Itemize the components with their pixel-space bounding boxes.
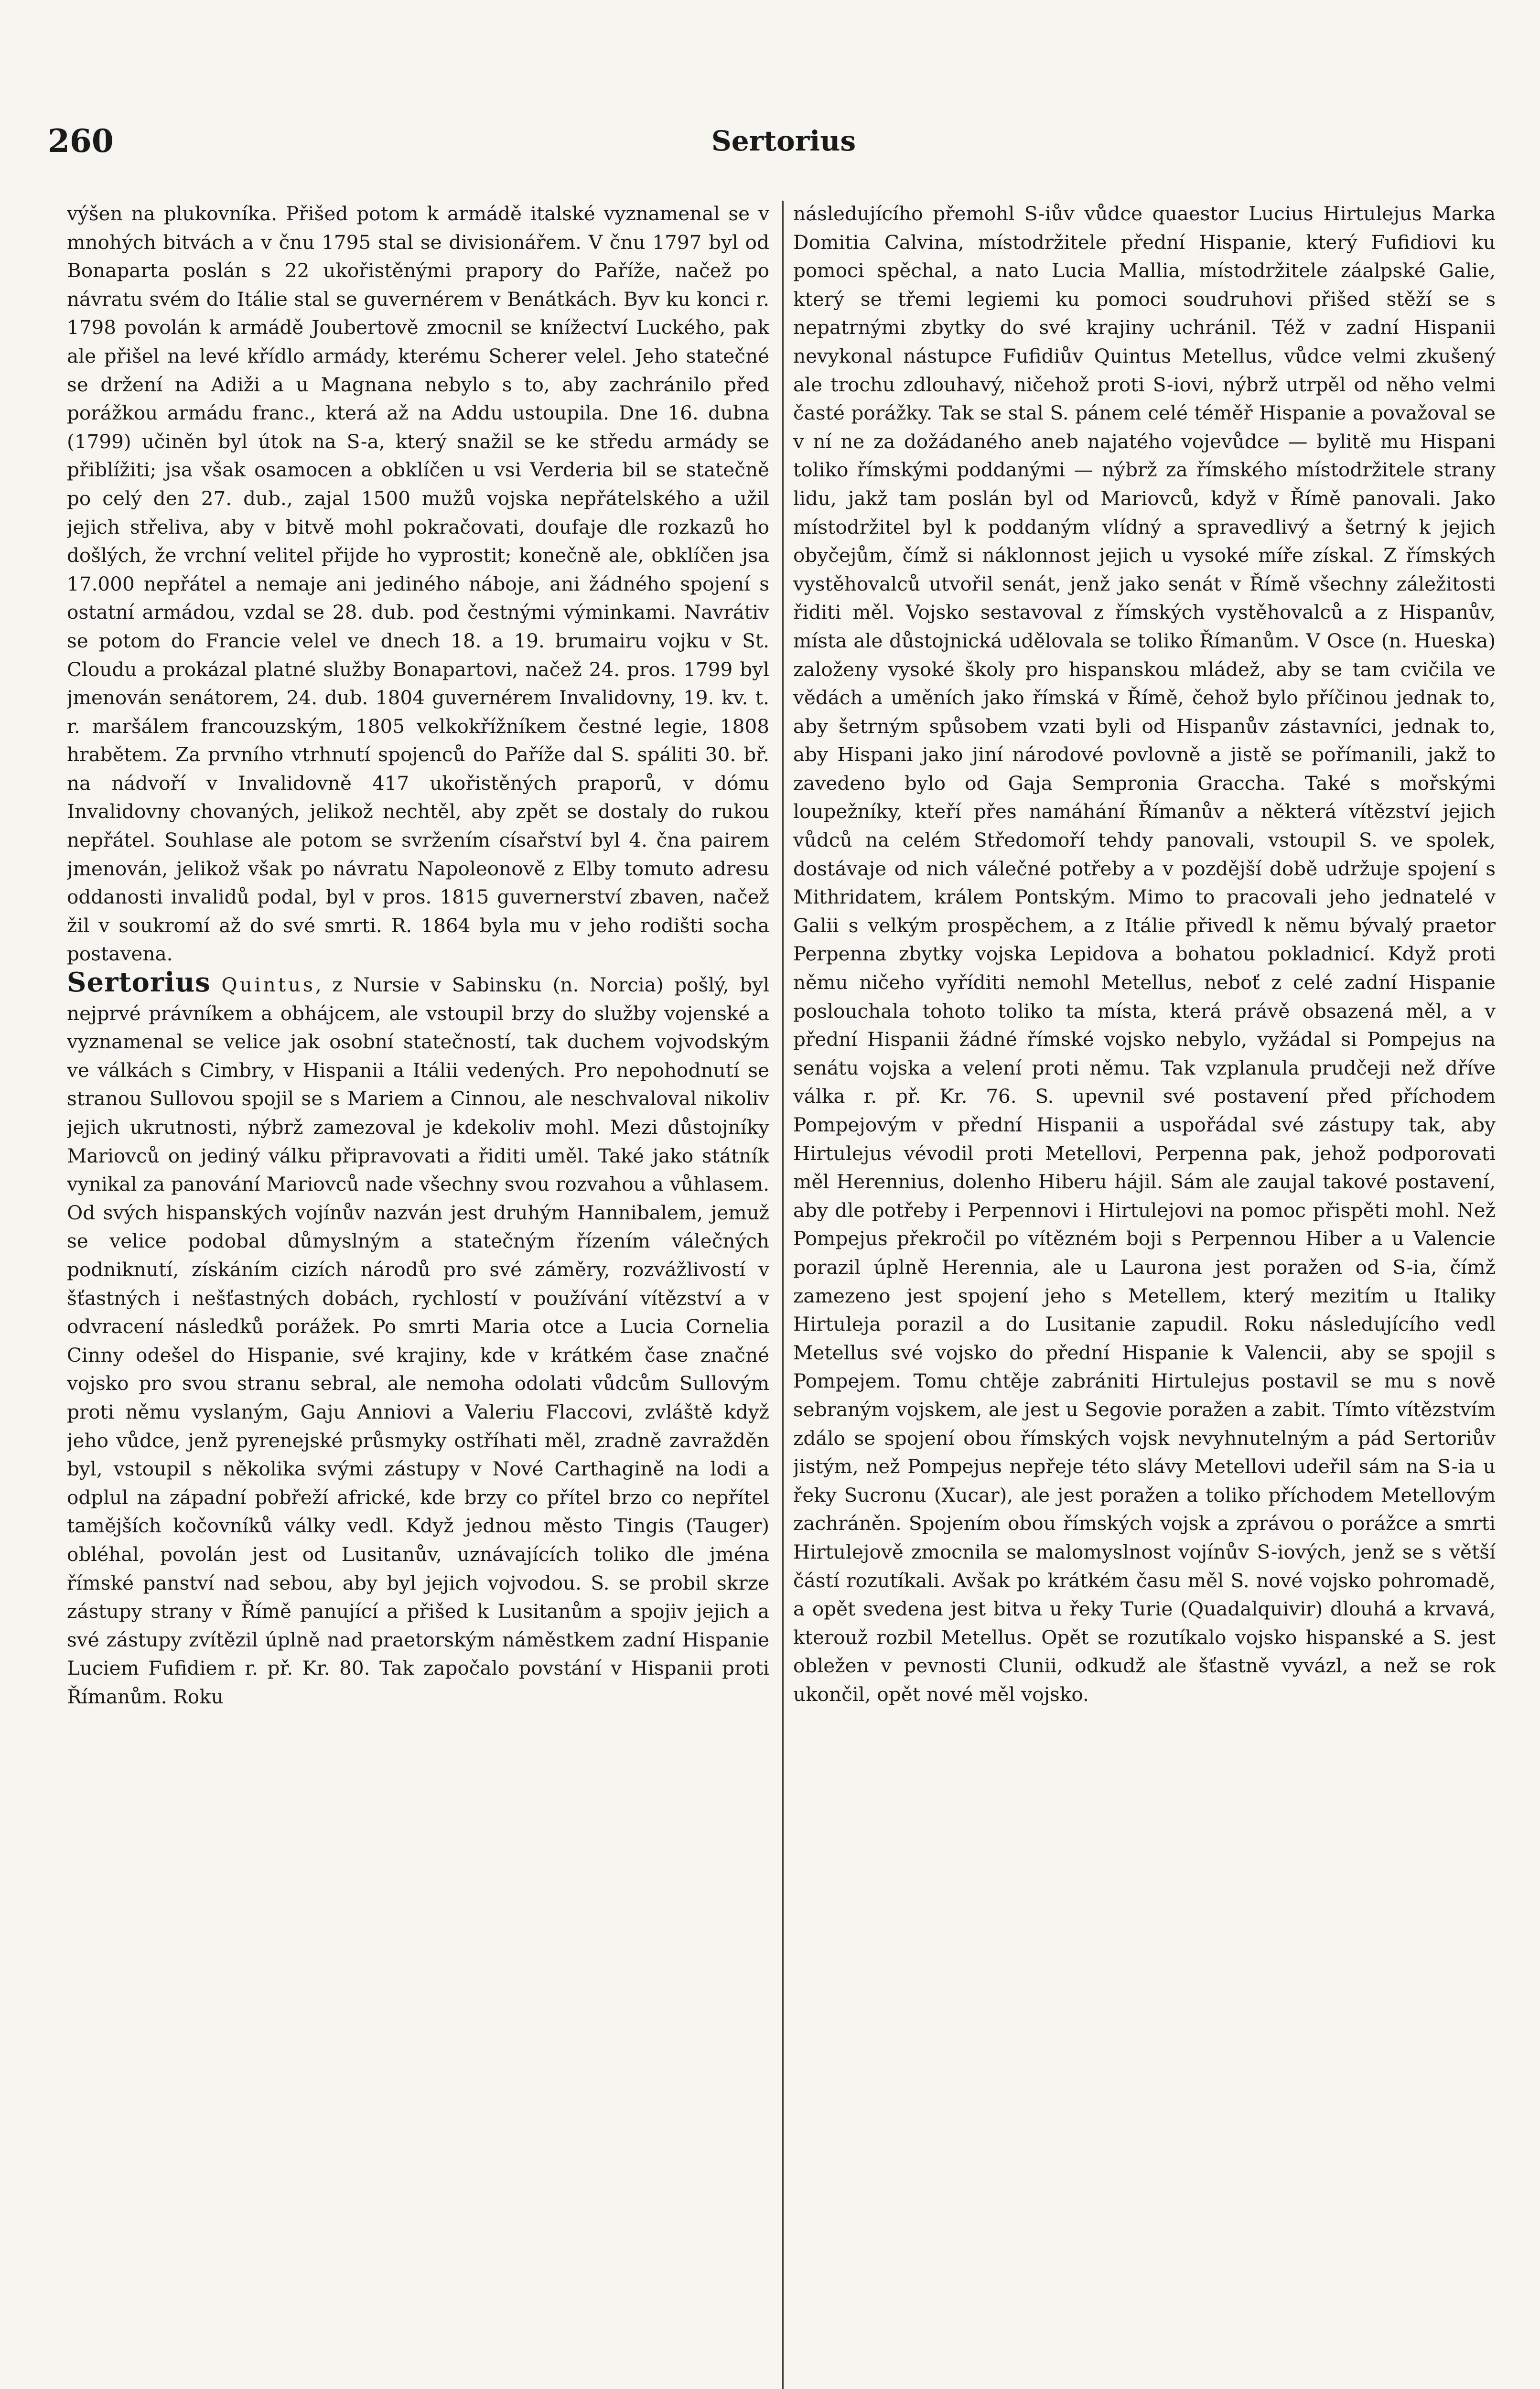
right-column	[793, 200, 1496, 2389]
column-divider	[782, 201, 784, 2389]
left-column	[67, 200, 769, 2389]
continuation-paragraph: následujícího přemohl S-iův vůdce quaestor Lucius Hirtulejus Marka Domitia Calvina, místodržitele přední Hispanie, který Fufidiovi ku pomoci spěchal, a nato Lucia Mallia, místodržitele záalpské Galie, který se třemi legiemi ku pomoci soudruhovi přišed stěží se s nepatrnými zbytky do své krajiny uchránil. Též v zadní Hispanii nevykonal nástupce Fufidiův Quintus Metellus, vůdce velmi zkušený ale trochu zdlouhavý, ničehož proti S-iovi, nýbrž utrpěl od něho velmi časté porážky. Tak se stal S. pánem celé téměř Hispanie a považoval se v ní ne za dožádaného aneb najatého vojevůdce — bylitě mu Hispani toliko římskými poddanými — nýbrž za římského místodržitele strany lidu, jakž tam poslán byl od Mariovců, když v Římě panovali. Jako místodržitel byl k poddaným vlídný a spravedlivý a šetrný k jejich obyčejům, čímž si náklonnost jejich u vysoké míře získal. Z římských vystěhovalců utvořil senát, jenž jako senát v Římě všechny záležitosti řiditi měl. Vojsko sestavoval z římských vystěhovalců a z Hispanův, místa ale důstojnická udělovala se toliko Římanům. V Osce (n. Hueska) založeny vysoké školy pro hispanskou mládež, aby se tam cvičila ve vědách a uměních jako římská v Římě, čehož bylo příčinou jednak to, aby šetrným spůsobem vzati byli od Hispanův zástavníci, jednak to, aby Hispani jako jiní národové povlovně a jistě se pořímanili, jakž to zavedeno bylo od Gaja Sempronia Gracchа. Také s mořskými loupežníky, kteří přes namáhání Římanův a některá vítězství jejich vůdců na celém Středomoří tehdy panovali, vstoupil S. ve spolek, dostávaje od nich válečné potřeby a v pozdější době udržuje spojení s Mithridatem, králem Pontským. Mimo to pracovali jeho jednatelé v Galii s velkým prospěchem, a z Itálie přivedl k němu bývalý praetor Perpenna zbytky vojska Lepidova a bohatou pokladnicí. Když proti němu ničeho vyříditi nemohl Metellus, neboť z celé zadní Hispanie poslouchala tohoto toliko ta místa, která právě obsazená měl, a v přední Hispanii žádné římské vojsko nebylo, vyžádal si Pompejus na senátu vojska a velení proti němu. Tak vzplanula prudčeji než dříve válka r. př. Kr. 76. S. upevnil své postavení před příchodem Pompejovým v přední Hispanii a uspořádal své zástupy tak, aby Hirtulejus vévodil proti Metellovi, Perpenna pak, jehož podporovati měl Herennius, dolenho Hiberu hájil. Sám ale zaujal takové postavení, aby dle potřeby i Perpennovi i Hirtulejovi na pomoc přispěti mohl. Než Pompejus překročil po vítězném boji s Perpennou Hiber a u Valencie porazil úplně Herennia, ale u Laurona jest poražen od S-ia, čímž zamezeno jest spojení jeho s Metellem, který mezitím u Italiky Hirtuleja porazil a do Lusitanie zapudil. Roku následujícího vedl Metellus své vojsko do přední Hispanie k Valencii, aby se spojil s Pompejem. Tomu chtěje zabrániti Hirtulejus postavil se mu s nově sebraným vojskem, ale jest u Segovie poražen a zabit. Tímto vítězstvím zdálo se spojení obou římských vojsk nevyhnutelným a pád Sertoriův jistým, než Pompejus nepřeje této slávy Metellovi udeřil sám na S-ia u řeky Sucronu (Xucar), ale jest poražen a toliko příchodem Metellovým zachráněn. Spojením obou římských vojsk a zprávou o porážce a smrti Hirtulejově zmocnila se malomyslnost vojínův S-iových, jenž se s větší částí rozutíkali. Avšak po krátkém času měl S. nové vojsko pohromadě, a opět svedena jest bitva u řeky Turie (Quadalquivir) dlouhá a krvavá, kterouž rozbil Metellus. Opět se rozutíkalo vojsko hispanské a S. jest obležen v pevnosti Clunii, odkudž ale šťastně vyvázl, a než se rok ukončil, opět nové měl vojsko.	[793, 202, 1496, 1706]
page-number: 260	[48, 122, 114, 160]
running-head: Sertorius	[711, 125, 856, 157]
entry-forename: Quintus	[221, 973, 315, 997]
page-header	[48, 119, 1496, 172]
entry-headword: Sertorius	[67, 967, 211, 999]
intro-paragraph: výšen na plukovníka. Přišed potom k armádě italské vyznamenal se v mnohých bitvách a v čnu 1795 stal se divisionářem. V čnu 1797 byl od Bonaparta poslán s 22 ukořistěnými prapory do Paříže, načež po návratu svém do Itálie stal se guvernérem v Benátkách. Byv ku konci r. 1798 povolán k armádě Joubertově zmocnil se knížectví Luckého, pak ale přišel na levé křídlo armády, kterému Scherer velel. Jeho statečné se držení na Adiži a u Magnana nebylo s to, aby zachránilo před porážkou armádu franc., která až na Addu ustoupila. Dne 16. dubna (1799) učiněn byl útok na S-a, který snažil se ke středu armády se přiblížiti; jsa však osamocen a obklíčen u vsi Verderia bil se statečně po celý den 27. dub., zajal 1500 mužů vojska nepřátelského a užil jejich střeliva, aby v bitvě mohl pokračovati, doufaje dle rozkazů ho došlých, že vrchní velitel přijde ho vyprostit; konečně ale, obklíčen jsa 17.000 nepřátel a nemaje ani jediného náboje, ani žádného spojení s ostatní armádou, vzdal se 28. dub. pod čestnými výminkami. Navrátiv se potom do Francie velel ve dnech 18. a 19. brumairu vojku v St. Cloudu a prokázal platné služby Bonapartovi, načež 24. pros. 1799 byl jmenován senátorem, 24. dub. 1804 guvernérem Invalidovny, 19. kv. t. r. maršálem francouzským, 1805 velkokřížníkem čestné legie, 1808 hrabětem. Za prvního vtrhnutí spojenců do Paříže dal S. spáliti 30. bř. na nádvoří v Invalidovně 417 ukořistěných praporů, v dómu Invalidovny chovaných, jelikož nechtěl, aby zpět se dostaly do rukou nepřátel. Souhlase ale potom se svržením císařství byl 4. čna pairem jmenován, jelikož však po návratu Napoleonově z Elby tomuto adresu oddanosti invalidů podal, byl v pros. 1815 guvernerství zbaven, načež žil v soukromí až do své smrti. R. 1864 byla mu v jeho rodišti socha postavena.	[67, 202, 769, 966]
entry-paragraph	[67, 969, 769, 1711]
entry-text: , z Nursie v Sabinsku (n. Norcia) pošlý, byl nejprvé právníkem a obhájcem, ale vstoupil brzy do služby vojenské a vyznamenal se velice jak osobní statečností, tak duchem vojvodským ve válkách s Cimbry, v Hispanii a Itálii vedených. Pro nepohodnutí se stranou Sullovou spojil se s Mariem a Cinnou, ale neschvaloval nikoliv jejich ukrutnosti, nýbrž zamezoval je kdekoliv mohl. Mezi důstojníky Mariovců on jediný válku připravovati a řiditi uměl. Také jako státník vynikal za panování Mariovců nade všechny svou rozvahou a vůhlasem. Od svých hispanských vojínův nazván jest druhým Hannibalem, jemuž se velice podobal důmyslným a statečným řízením válečných podniknutí, získáním cizích národů pro své záměry, rozvážlivostí v šťastných i nešťastných dobách, rychlostí v používání vítězství a v odvracení následků porážek. Po smrti Maria otce a Lucia Cornelia Cinny odešel do Hispanie, své krajiny, kde v krátkém čase značné vojsko pro svou stranu sebral, ale nemoha odolati vůdcům Sullovým proti němu vyslaným, Gaju Anniovi a Valeriu Flaccovi, zvláště když jeho vůdce, jenž pyrenejské průsmyky ostříhati měl, zradně zavražděn byl, vstoupil s několika svými zástupy v Nové Carthagině na lodi a odplul na západní pobřeží africké, kde brzy co přítel brzo co nepřítel tamějších kočovníků války vedl. Když jednou město Tingis (Tauger) obléhal, povolán jest od Lusitanův, uznávajících toliko dle jména římské panství nad sebou, aby byl jejich vojvodou. S. se probil skrze zástupy strany v Římě panující a přišed k Lusitanům a spojiv jejich a své zástupy zvítězil úplně nad praetorským náměstkem zadní Hispanie Luciem Fufidiem r. př. Kr. 80. Tak započalo povstání v Hispanii proti Římanům. Roku	[67, 973, 769, 1708]
